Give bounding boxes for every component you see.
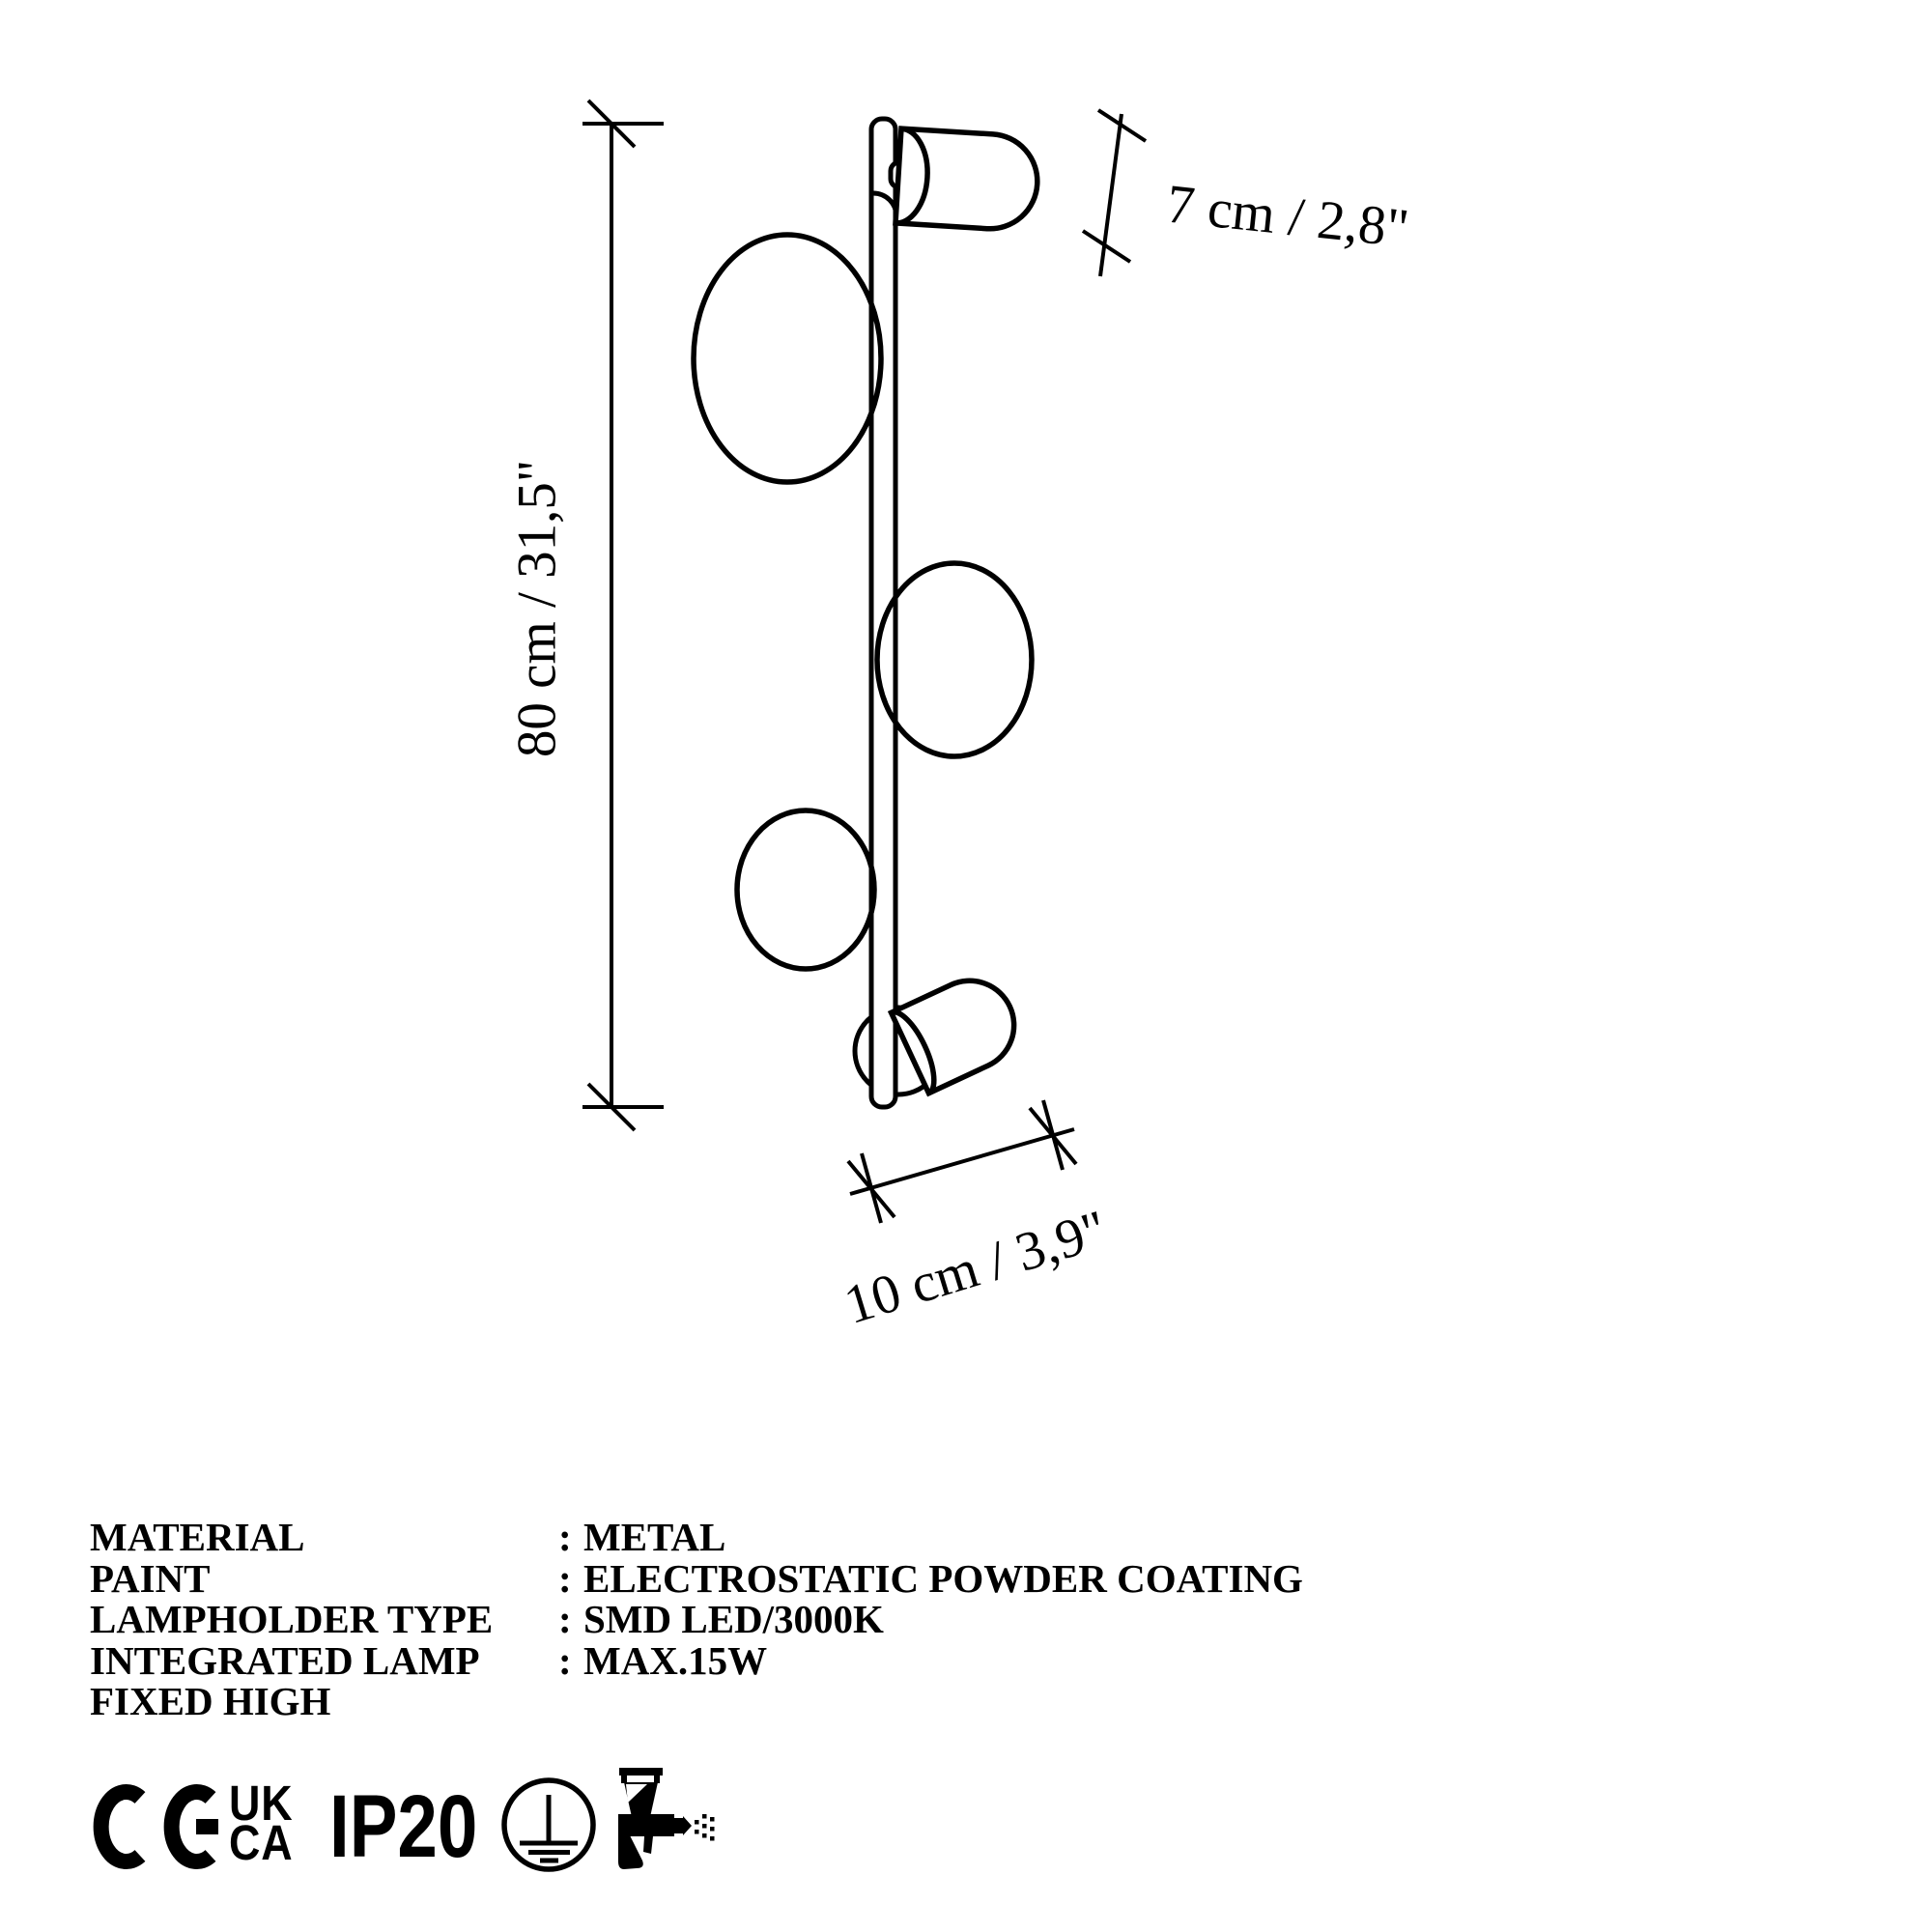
spec-value: ELECTROSTATIC POWDER COATING (583, 1555, 1303, 1601)
spot-height-dimension-label: 7 cm / 2,8" (1163, 173, 1412, 260)
spec-label: FIXED HIGH (90, 1679, 331, 1724)
ukca-line1: UK (229, 1776, 294, 1831)
spec-label: INTEGRATED LAMP (90, 1637, 480, 1683)
spec-colon: : (558, 1555, 572, 1601)
spec-value (583, 1681, 1442, 1722)
lamp-globe-middle (877, 563, 1032, 756)
top-spot-cylinder (895, 128, 1040, 232)
height-dimension-line (582, 100, 664, 1130)
spec-value: METAL (583, 1515, 726, 1559)
lamp-globe-bottom (737, 810, 874, 969)
spec-value: SMD LED/3000K (583, 1597, 884, 1642)
spec-colon: : (558, 1515, 572, 1559)
spec-row-material (90, 1517, 1442, 1558)
lamp-globe-top (694, 235, 881, 482)
spec-row-paint (90, 1555, 1442, 1601)
ukca-line2: CA (229, 1815, 294, 1870)
ground-class1-icon (504, 1780, 593, 1869)
spec-row-integrated-lamp (90, 1637, 1442, 1683)
spec-row-fixed-high (90, 1681, 1442, 1722)
spot-height-dimension-line (1083, 110, 1146, 276)
spec-value: MAX.15W (583, 1637, 768, 1683)
mounting-bar (871, 119, 895, 1107)
height-dimension-label: 80 cm / 31,5" (506, 459, 568, 758)
spec-row-lampholder (90, 1599, 1442, 1640)
spec-colon (558, 1681, 583, 1722)
ce-icon (101, 1792, 218, 1861)
spray-gun-icon (618, 1768, 715, 1869)
spec-label: LAMPHOLDER TYPE (90, 1597, 494, 1642)
spot-width-dimension-line (848, 1100, 1076, 1223)
spec-label: PAINT (90, 1555, 211, 1601)
spot-width-dimension-label: 10 cm / 3,9" (838, 1198, 1114, 1337)
spec-label: MATERIAL (90, 1515, 305, 1559)
spec-colon: : (558, 1637, 572, 1683)
spec-table (90, 1517, 1442, 1722)
ukca-icon (229, 1776, 294, 1870)
spec-colon: : (558, 1597, 572, 1642)
ip20-rating: IP20 (329, 1777, 478, 1876)
